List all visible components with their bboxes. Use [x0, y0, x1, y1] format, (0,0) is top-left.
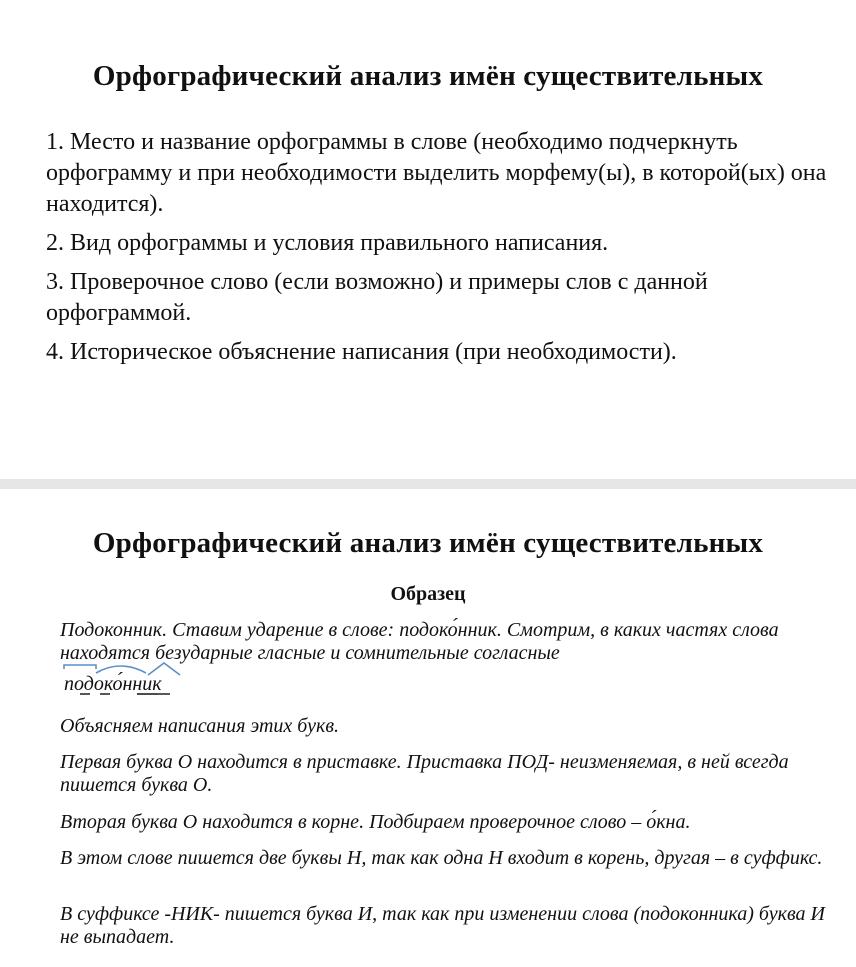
paragraph-3: Вторая буква О находится в корне. Подбираем проверочное слово – о́кна. — [60, 811, 691, 833]
prefix-mark — [64, 665, 96, 669]
slide-2 — [0, 489, 856, 967]
example-word-parse — [60, 661, 280, 701]
slide-2-title: Орфографический анализ имён существительных — [92, 527, 764, 559]
sample-subtitle: Образец — [390, 583, 466, 605]
slide-separator — [0, 479, 856, 489]
root-arc — [96, 666, 146, 673]
step-item-3: 3. Проверочное слово (если возможно) и примеры слов с данной орфограммой. — [46, 269, 708, 326]
paragraph-5: В суффиксе -НИК- пишется буква И, так как при изменении слова (подоконника) буква И не выпадает. — [60, 903, 825, 948]
slide-1 — [0, 0, 856, 479]
paragraph-2: Первая буква О находится в приставке. Приставка ПОД- неизменяемая, в ней всегда пишется буква О. — [60, 751, 789, 796]
slide-1-title: Орфографический анализ имён существительных — [92, 60, 764, 92]
example-word: подоко́нник — [64, 673, 162, 695]
step-item-2: 2. Вид орфограммы и условия правильного написания. — [46, 230, 609, 256]
step-item-1: 1. Место и название орфограммы в слове (необходимо подчеркнуть орфограмму и при необходимости выделить морфему(ы), в которой(ых) она находится). — [46, 129, 827, 217]
step-item-4: 4. Историческое объяснение написания (при необходимости). — [46, 339, 677, 365]
paragraph-4: В этом слове пишется две буквы Н, так как одна Н входит в корень, другая – в суффикс. — [60, 847, 823, 869]
analysis-steps-list — [46, 127, 836, 376]
paragraph-1: Объясняем написания этих букв. — [60, 715, 340, 737]
morpheme-parse-svg — [60, 661, 280, 701]
sample-intro: Подоконник. Ставим ударение в слове: подоко́нник. Смотрим, в каких частях слова находятся безударные гласные и сомнительные согласные — [60, 619, 779, 664]
